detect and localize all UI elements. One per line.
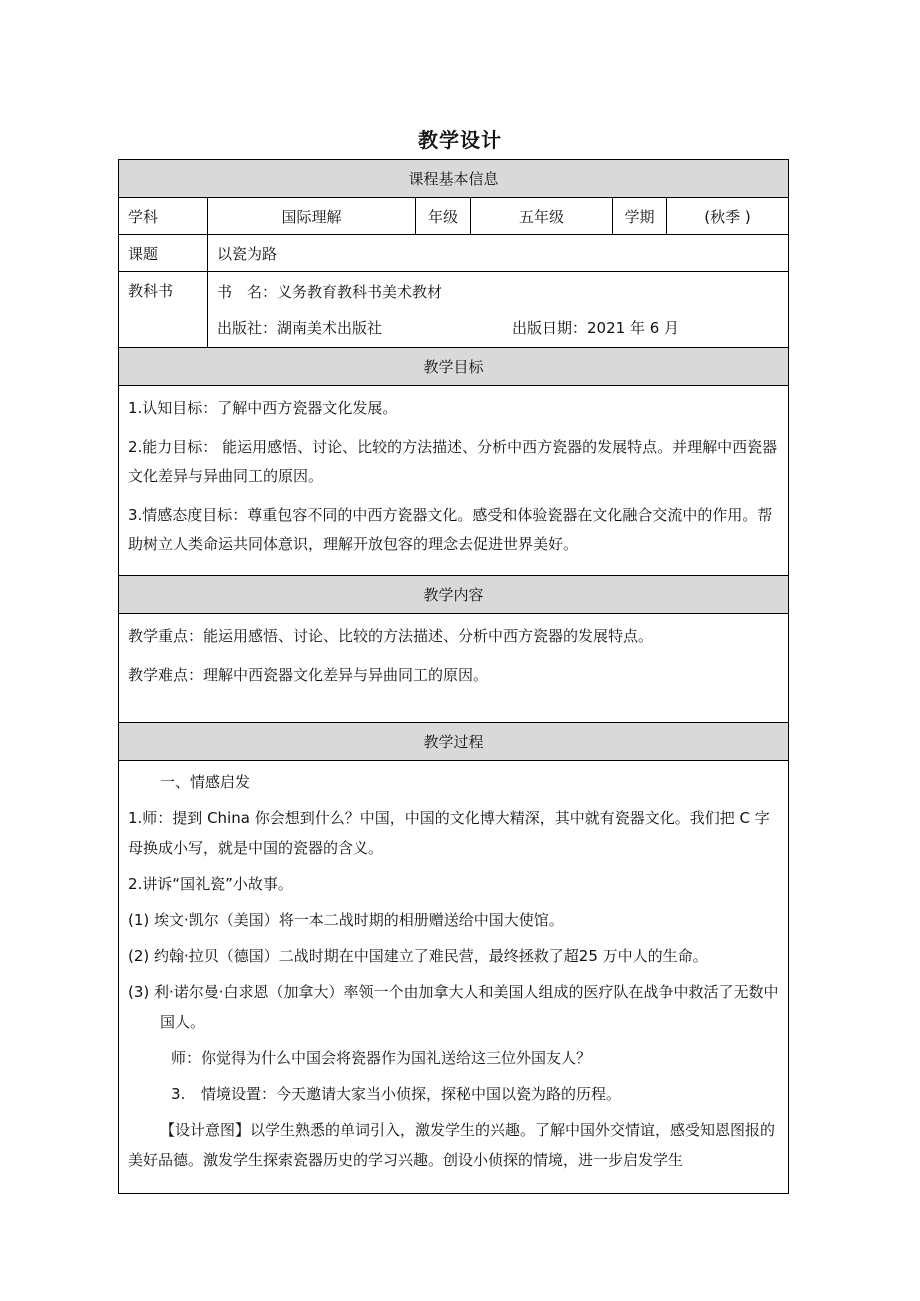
story-item: (2) 约翰·拉贝（德国）二战时期在中国建立了难民营，最终拯救了超25 万中人的生命。 [128, 947, 708, 965]
story-item: (3) 利·诺尔曼·白求恩（加拿大）率领一个由加拿大人和美国人组成的医疗队在战争中救活了无数中国人。 [128, 983, 779, 1031]
story-item: (1) 埃文·凯尔（美国）将一本二战时期的相册赠送给中国大使馆。 [128, 911, 564, 929]
process-paragraph: 1.师：提到 China 你会想到什么？中国，中国的文化博大精深，其中就有瓷器文化。我们把 C 字母换成小写，就是中国的瓷器的含义。 [128, 809, 770, 857]
topic-row [119, 235, 789, 272]
publisher: 出版社：湖南美术出版社 [217, 319, 383, 337]
process-section-title: 一、情感启发 [160, 773, 251, 791]
document-title: 教学设计 [418, 128, 502, 152]
lesson-plan-table [118, 159, 789, 1194]
objectives-list [119, 386, 789, 576]
content-header-row [119, 576, 789, 614]
scenario-number: 3. [171, 1085, 186, 1103]
topic-value: 以瓷为路 [208, 235, 789, 272]
content-body [119, 614, 789, 723]
objective-item: 2.能力目标： 能运用感悟、讨论、比较的方法描述、分析中西方瓷器的发展特点。并理解中西瓷器文化差异与异曲同工的原因。 [128, 438, 778, 485]
process-header: 教学过程 [119, 723, 789, 761]
term-label: 学期 [613, 198, 667, 235]
scenario-text: 情境设置：今天邀请大家当小侦探，探秘中国以瓷为路的历程。 [201, 1085, 622, 1103]
book-name: 书 名：义务教育教科书美术教材 [217, 283, 443, 301]
process-paragraph: 2.讲诉“国礼瓷”小故事。 [128, 875, 293, 893]
topic-label: 课题 [119, 235, 208, 272]
key-point: 教学重点：能运用感悟、讨论、比较的方法描述、分析中西方瓷器的发展特点。 [128, 627, 654, 645]
process-body [119, 761, 789, 1194]
teacher-question: 师：你觉得为什么中国会将瓷器作为国礼送给这三位外国友人？ [171, 1049, 592, 1067]
grade-label: 年级 [416, 198, 471, 235]
textbook-row [119, 272, 789, 348]
content-row [119, 614, 789, 723]
subject-label: 学科 [119, 198, 208, 235]
objectives-header-row [119, 348, 789, 386]
textbook-label: 教科书 [119, 272, 208, 348]
objectives-header: 教学目标 [119, 348, 789, 386]
scenario-setting [128, 1079, 779, 1109]
subject-value: 国际理解 [208, 198, 416, 235]
content-header: 教学内容 [119, 576, 789, 614]
design-intent: 【设计意图】以学生熟悉的单词引入，激发学生的兴趣。了解中国外交情谊，感受知恩图报的美好品德。激发学生探索瓷器历史的学习兴趣。创设小侦探的情境，进一步启发学生 [128, 1121, 776, 1169]
objective-item: 1.认知目标：了解中西方瓷器文化发展。 [128, 399, 398, 417]
process-row [119, 761, 789, 1194]
objectives-row [119, 386, 789, 576]
process-header-row [119, 723, 789, 761]
basic-info-header-row [119, 160, 789, 198]
subject-row [119, 198, 789, 235]
textbook-info [208, 272, 789, 348]
objective-item: 3.情感态度目标：尊重包容不同的中西方瓷器文化。感受和体验瓷器在文化融合交流中的作用。帮助树立人类命运共同体意识，理解开放包容的理念去促进世界美好。 [128, 506, 773, 553]
basic-info-header: 课程基本信息 [119, 160, 789, 198]
publish-date: 出版日期：2021 年 6 月 [512, 319, 680, 337]
difficulty: 教学难点：理解中西瓷器文化差异与异曲同工的原因。 [128, 666, 489, 684]
term-value: (秋季 ) [667, 198, 789, 235]
grade-value: 五年级 [471, 198, 613, 235]
